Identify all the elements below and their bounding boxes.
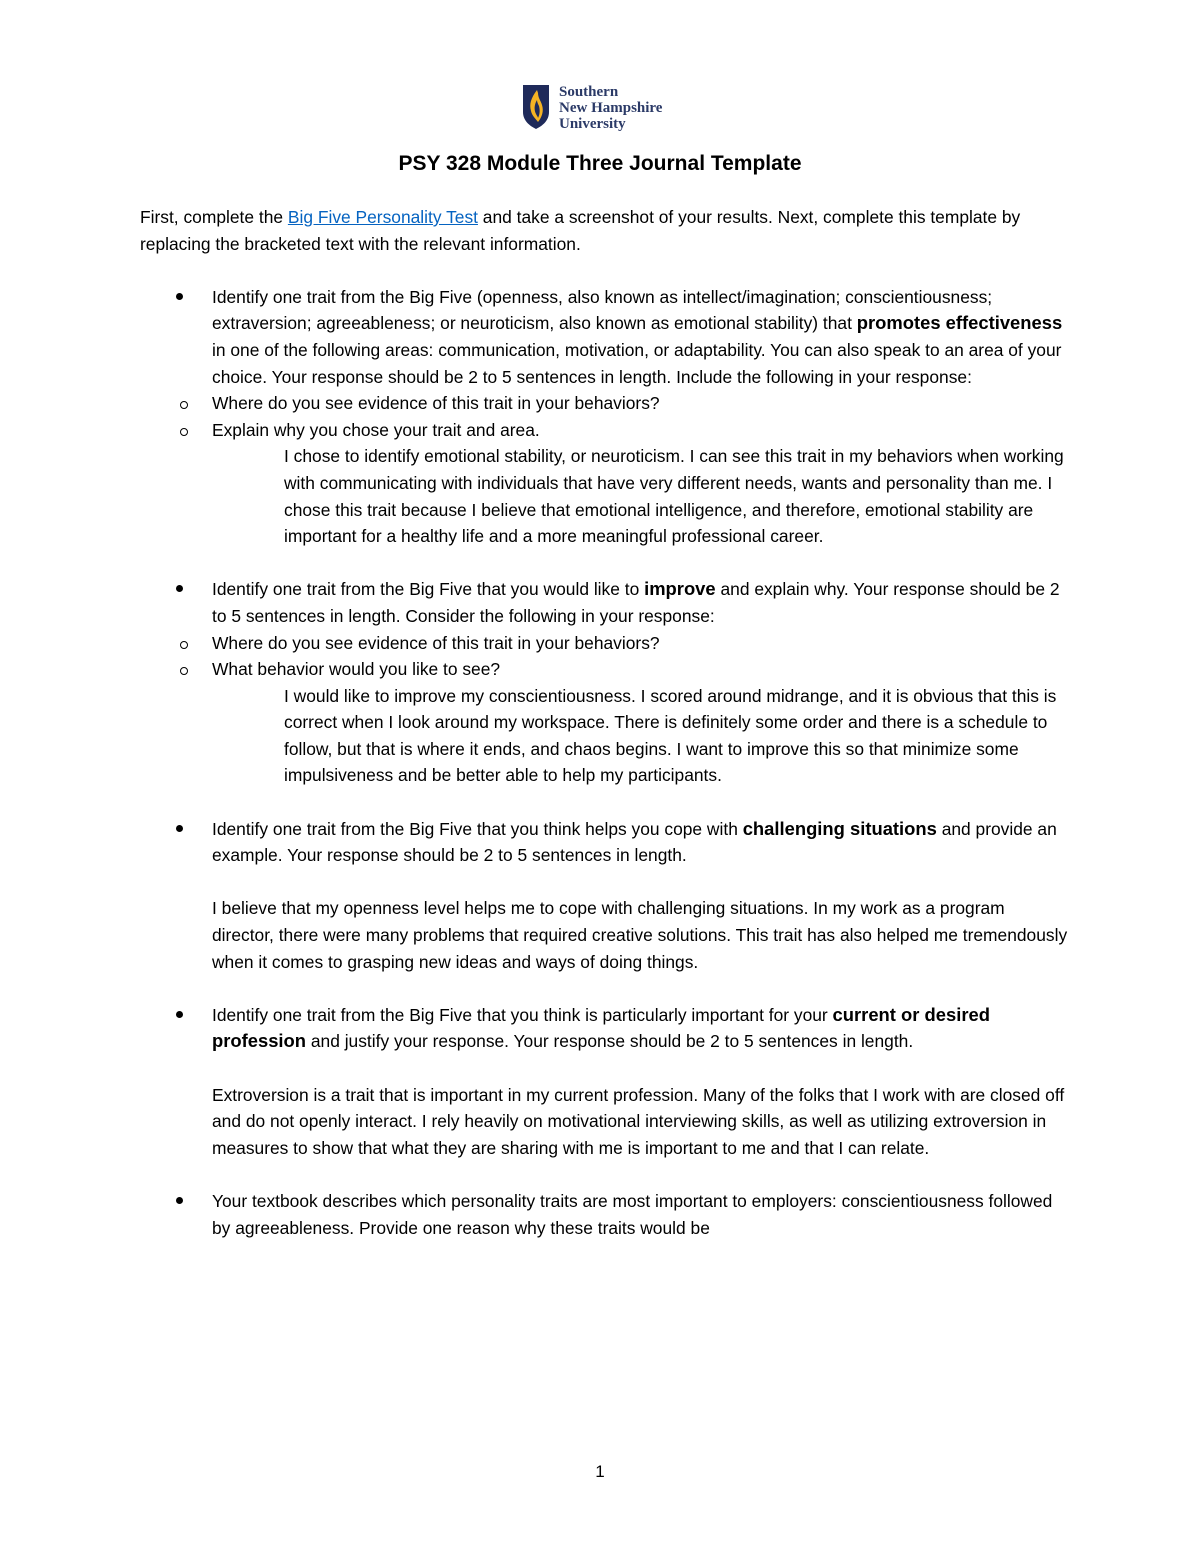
prompt-text: Identify one trait from the Big Five (openness, also known as intellect/imagination; conscientiousness; extraversion; agreeableness; or neuroticism, also known as emotional stability) that promotes effectiveness in one of the following areas: communication, motivation, or adaptability. You can also speak to an area of your choice. Your response should be 2 to 5 sentences in length. Include the following in your response: — [212, 286, 1063, 387]
bullet-dot-icon — [176, 293, 183, 300]
intro-text-start: First, complete the — [140, 207, 288, 227]
prompt-emphasis: current or desired profession — [212, 1003, 990, 1052]
logo-line-3: University — [559, 116, 626, 132]
page-number: 1 — [595, 1462, 605, 1481]
subprompt-text: Explain why you chose your trait and area. — [212, 419, 540, 440]
prompt-text: Identify one trait from the Big Five that you think is particularly important for your current or desired profession and justify your response. Your response should be 2 to 5 sentences in length. — [212, 1003, 990, 1052]
flame-shield-icon — [522, 84, 550, 130]
intro-text-end: and take a screenshot of your results. Next, complete this template by replacing the bracketed text with the relevant information. — [140, 207, 1021, 254]
subprompt-list — [212, 630, 1070, 683]
prompt-item-5 — [140, 1188, 1070, 1241]
bullet-dot-icon — [176, 1011, 183, 1018]
hollow-bullet-icon — [180, 667, 188, 675]
intro-paragraph — [140, 204, 1070, 257]
subprompt-list — [212, 390, 1070, 443]
prompt-text: Your textbook describes which personality traits are most important to employers: conscientiousness followed by agreeableness. Provide one reason why these traits would be — [212, 1190, 1053, 1238]
subprompt-item — [140, 417, 1070, 444]
spacer — [212, 869, 1070, 896]
logo-wordmark — [559, 84, 662, 132]
prompt-emphasis: improve — [644, 578, 716, 600]
prompt-emphasis: promotes effectiveness — [856, 312, 1063, 334]
big-five-test-link[interactable]: Big Five Personality Test — [287, 207, 478, 227]
hollow-bullet-icon — [180, 401, 188, 409]
hollow-bullet-icon — [180, 428, 188, 436]
response-text: Extroversion is a trait that is important in my current profession. Many of the folks that I work with are closed off and do not openly interact. I rely heavily on motivational interviewing skills, as well as utilizing extroversion in measures to show that what they are sharing with me is important to me and that I can relate. — [212, 1084, 1065, 1158]
response-text: I would like to improve my conscientiousness. I scored around midrange, and it is obvious that this is correct when I look around my workspace. There is definitely some order and there is a schedule to follow, but that is where it ends, and chaos begins. I want to improve this so that minimize some impulsiveness and be better able to help my participants. — [284, 685, 1057, 786]
prompt-emphasis: challenging situations — [742, 817, 937, 839]
prompt-text: Identify one trait from the Big Five that you would like to improve and explain why. Your response should be 2 to 5 sentences in length. Consider the following in your response: — [212, 578, 1060, 626]
university-logo — [522, 84, 662, 132]
page-title: PSY 328 Module Three Journal Template — [398, 152, 802, 175]
logo-line-1: Southern — [559, 84, 619, 100]
response-text: I believe that my openness level helps me to cope with challenging situations. In my work as a program director, there were many problems that required creative solutions. This trait has also helped me tremendously when it comes to grasping new ideas and ways of doing things. — [212, 898, 1068, 972]
prompt-item-2 — [140, 576, 1070, 789]
subprompt-item — [140, 630, 1070, 657]
response-text: I chose to identify emotional stability, or neuroticism. I can see this trait in my behaviors when working with communicating with individuals that have very different needs, wants and personality than me. I chose this trait because I believe that emotional intelligence, and therefore, emotional stability are important for a healthy life and a more meaningful professional career. — [284, 446, 1064, 547]
hollow-bullet-icon — [180, 641, 188, 649]
spacer — [212, 1055, 1070, 1082]
subprompt-item — [140, 656, 1070, 683]
logo-line-2: New Hampshire — [559, 100, 663, 116]
subprompt-text: What behavior would you like to see? — [212, 659, 501, 680]
subprompt-item — [140, 390, 1070, 417]
prompt-item-3 — [140, 816, 1070, 976]
prompt-list — [140, 284, 1070, 1241]
subprompt-text: Where do you see evidence of this trait in your behaviors? — [212, 393, 660, 414]
prompt-item-4 — [140, 1002, 1070, 1162]
document-body — [140, 204, 1070, 1241]
bullet-dot-icon — [176, 825, 183, 832]
subprompt-text: Where do you see evidence of this trait in your behaviors? — [212, 632, 660, 653]
bullet-dot-icon — [176, 1197, 183, 1204]
prompt-item-1 — [140, 284, 1070, 550]
prompt-text: Identify one trait from the Big Five that you think helps you cope with challenging situations and provide an example. Your response should be 2 to 5 sentences in length. — [212, 817, 1057, 866]
bullet-dot-icon — [176, 585, 183, 592]
